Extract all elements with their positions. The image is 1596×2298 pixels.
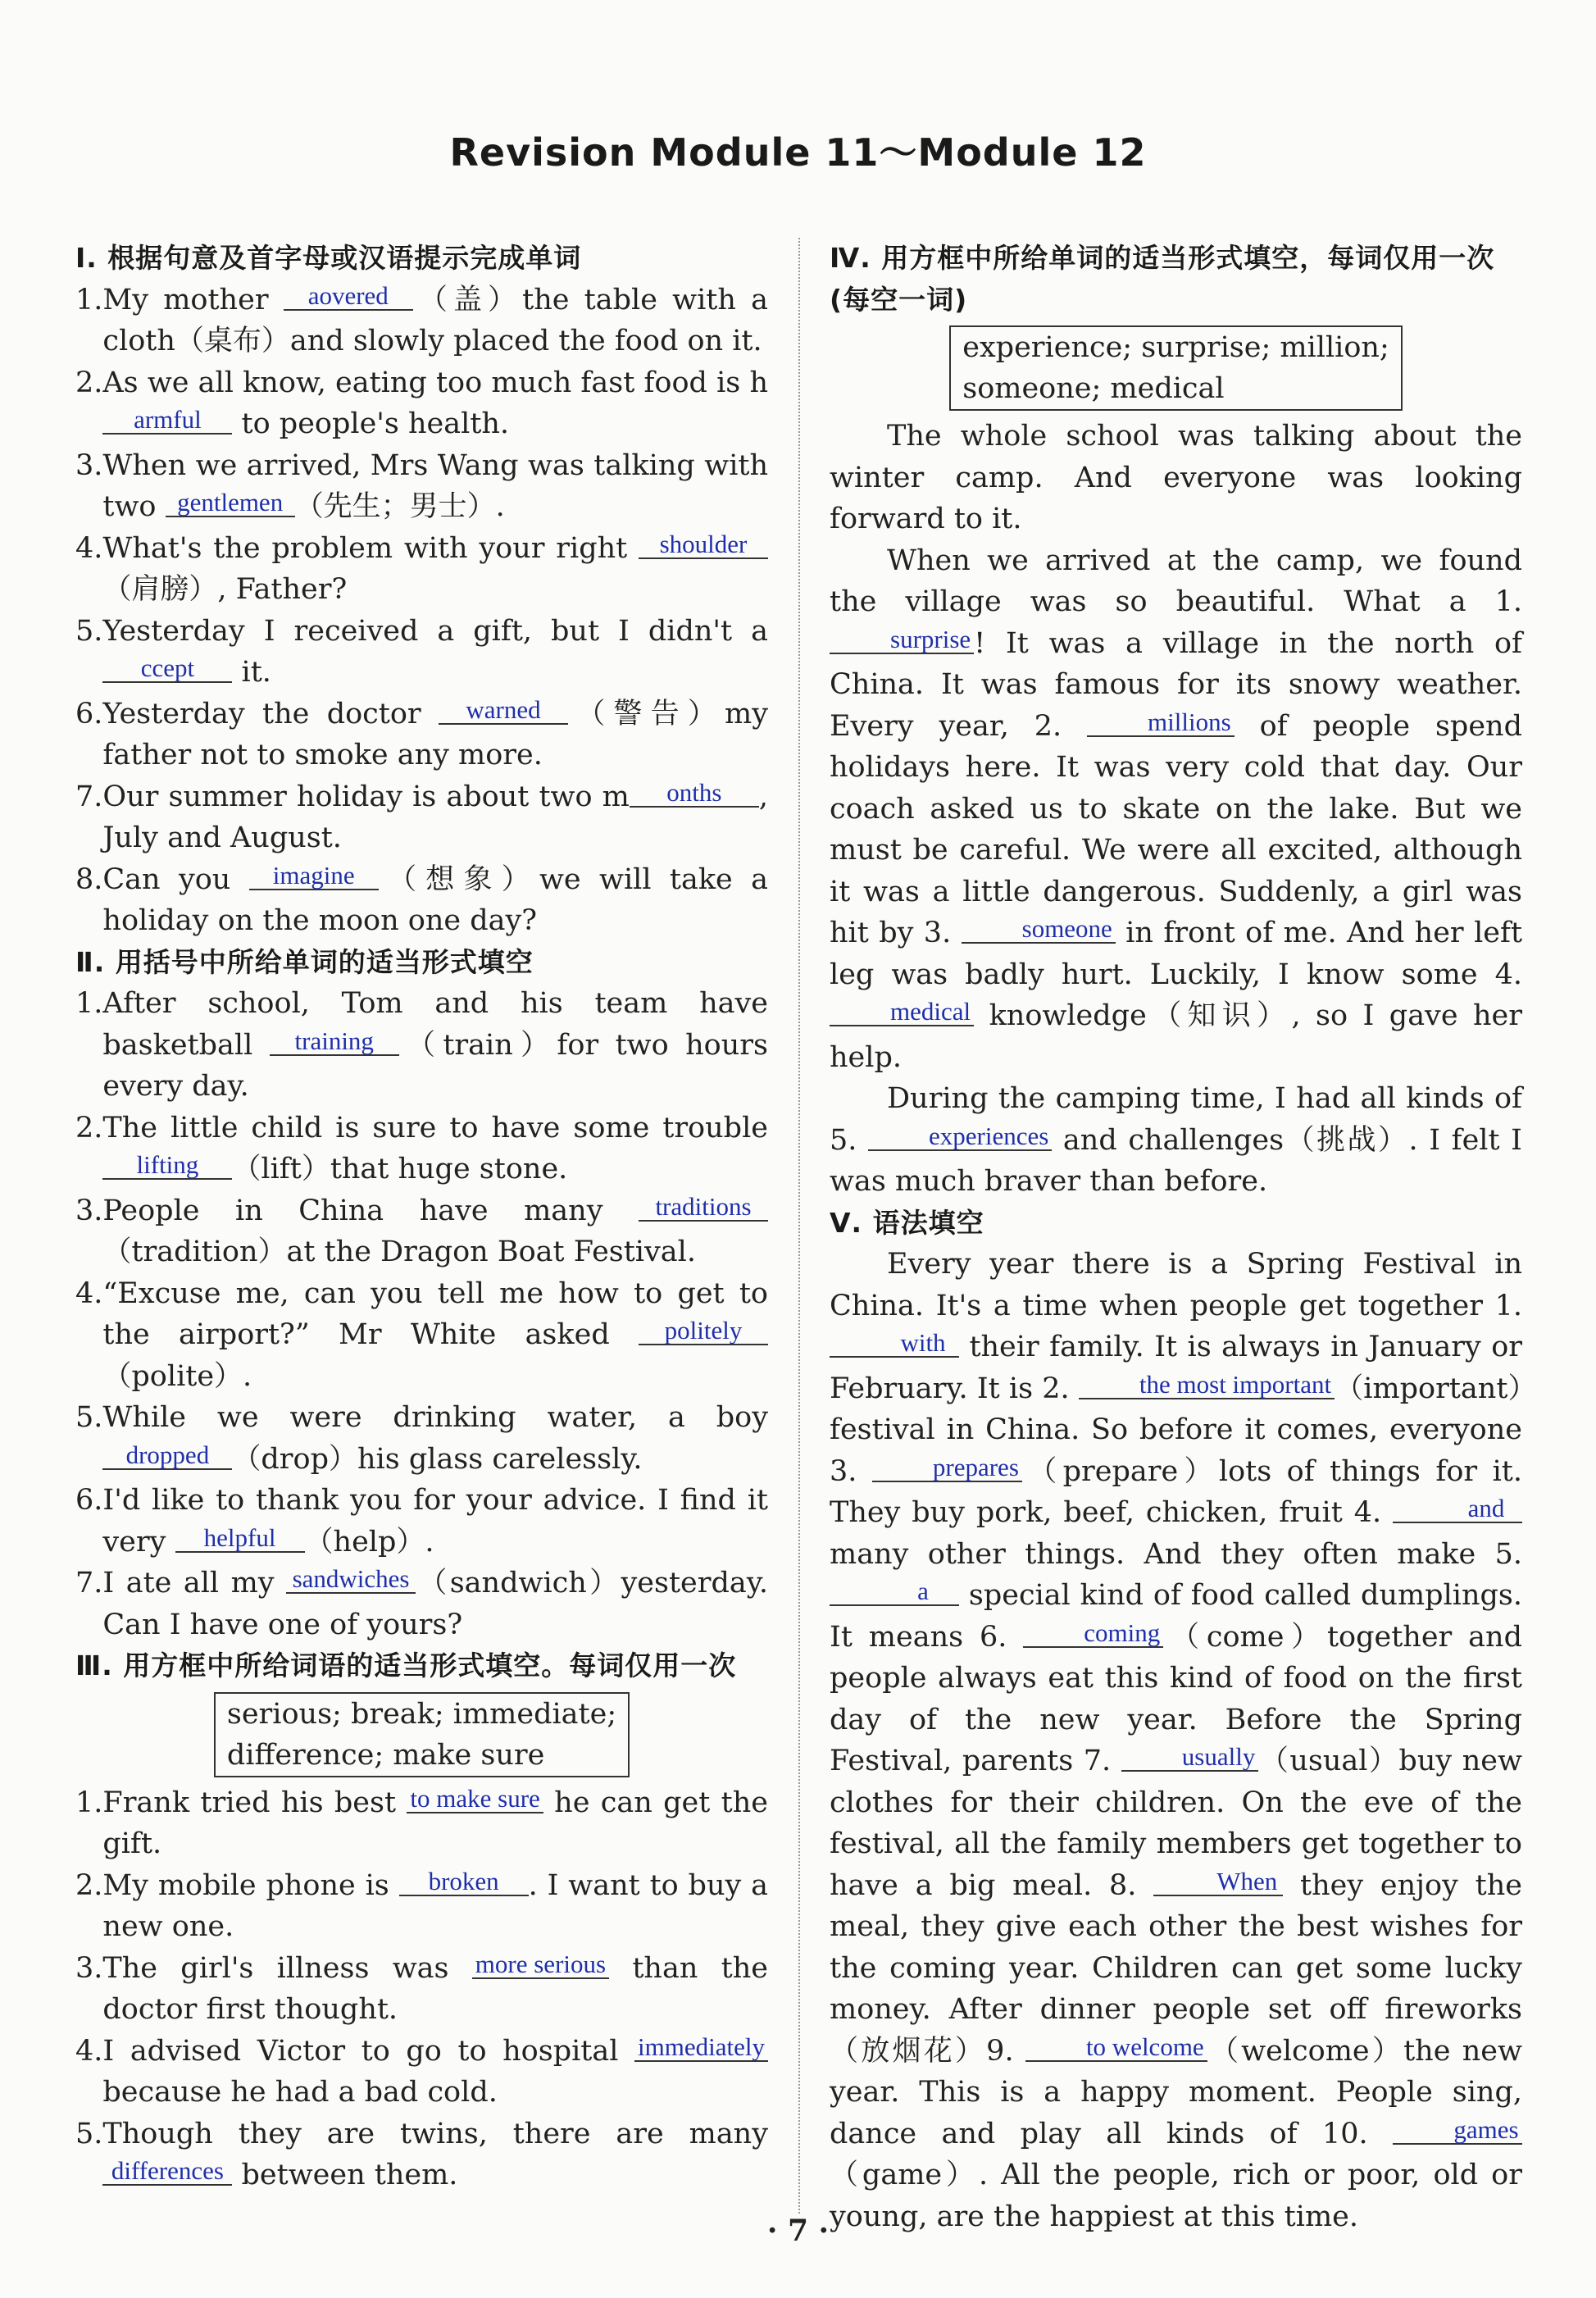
- sec1-item-4: [75, 528, 768, 611]
- answer-text: politely: [664, 1316, 743, 1345]
- answer-text: games: [1453, 2114, 1519, 2144]
- passage-text: （welcome）the new year. This is a happy moment. People sing, dance and play all kinds of 10.: [830, 2034, 1522, 2150]
- item-text: （肩膀）, Father?: [102, 573, 348, 606]
- answer-text: prepares: [932, 1452, 1019, 1481]
- item-number: 3.: [75, 1951, 103, 1985]
- answer-text: a: [917, 1577, 929, 1605]
- answer-blank[interactable]: [634, 2033, 768, 2062]
- item-number: 3.: [75, 1194, 103, 1227]
- item-number: 1.: [75, 283, 103, 316]
- item-text: Frank tried his best: [102, 1786, 407, 1819]
- item-number: 6.: [75, 1484, 103, 1517]
- answer-blank[interactable]: [284, 282, 413, 311]
- section-3-list: [75, 1782, 768, 2196]
- answer-text: lifting: [136, 1150, 199, 1179]
- item-number: 5.: [75, 1401, 103, 1434]
- answer-text: coming: [1084, 1618, 1161, 1647]
- left-column: [75, 238, 768, 2196]
- answer-blank[interactable]: [639, 530, 768, 559]
- item-number: 4.: [75, 2034, 103, 2068]
- answer-blank[interactable]: [1153, 1868, 1283, 1896]
- item-text: , July and August.: [102, 780, 768, 854]
- answer-text: armful: [134, 405, 202, 434]
- answer-text: usually: [1181, 1742, 1256, 1771]
- item-text: . I want to buy a new one.: [102, 1868, 768, 1943]
- answer-blank[interactable]: [102, 2157, 232, 2186]
- answer-blank[interactable]: [1079, 1371, 1335, 1399]
- answer-text: medical: [890, 997, 971, 1026]
- answer-text: to make sure: [410, 1783, 540, 1813]
- item-text: （tradition）at the Dragon Boat Festival.: [102, 1235, 696, 1268]
- passage-text: their family. It is always in January or February. It is 2.: [830, 1331, 1522, 1405]
- item-text: than the doctor first thought.: [102, 1951, 768, 2026]
- answer-text: immediately: [638, 2032, 765, 2061]
- answer-text: someone: [1021, 914, 1112, 943]
- item-text: （drop）his glass carelessly.: [232, 1442, 643, 1476]
- item-text: he can get the gift.: [102, 1786, 768, 1860]
- right-column: [830, 238, 1522, 2237]
- passage-text: they enjoy the meal, they give each other the best wishes for the coming year. Children can get some lucky money. After dinner people set off fireworks（放烟花）9.: [830, 1868, 1522, 2068]
- sec3-item-2: [75, 1865, 768, 1948]
- answer-blank[interactable]: [639, 1193, 768, 1222]
- item-text: to people's health.: [232, 407, 510, 440]
- passage-text: （game）. All the people, rich or poor, old or young, are the happiest at this time.: [830, 2159, 1522, 2233]
- sec2-item-2: [75, 1108, 768, 1190]
- page-number: · 7 ·: [766, 2214, 830, 2248]
- answer-blank[interactable]: [1393, 2116, 1522, 2145]
- item-number: 8.: [75, 862, 103, 896]
- item-text: “Excuse me, can you tell me how to get to the airport?” Mr White asked: [102, 1276, 768, 1351]
- item-text: （警告）my father not to smoke any more.: [102, 697, 769, 771]
- passage-paragraph: [830, 1078, 1522, 1203]
- answer-text: millions: [1148, 707, 1231, 736]
- sec3-item-3: [75, 1948, 768, 2031]
- sec1-item-6: [75, 694, 768, 776]
- answer-blank[interactable]: [830, 626, 974, 654]
- passage-text: of people spend holidays here. It was very cold that day. Our coach asked us to skate on the lake. But we must be careful. We were all excited, although it was a little dangerous. Suddenly, a girl was hit by 3.: [830, 709, 1522, 949]
- section-1-list: [75, 280, 768, 942]
- sec2-item-6: [75, 1480, 768, 1563]
- answer-blank[interactable]: [1023, 1619, 1163, 1648]
- answer-blank[interactable]: [1393, 1495, 1522, 1523]
- passage-text: knowledge（知识）, so I gave her help.: [830, 999, 1522, 1074]
- sec1-item-5: [75, 611, 768, 694]
- passage-text: ! It was a village in the north of China. It was famous for its snowy weather. Every year, 2.: [830, 626, 1522, 743]
- answer-blank[interactable]: [175, 1524, 305, 1553]
- item-text: What's the problem with your right: [102, 531, 639, 565]
- answer-blank[interactable]: [830, 1577, 959, 1606]
- answer-text: onths: [666, 777, 722, 807]
- passage-text: （usual）buy new clothes for their children. On the eve of the festival, all the family members get together to have a big meal. 8.: [830, 1745, 1522, 1902]
- answer-blank[interactable]: [962, 915, 1116, 944]
- answer-text: traditions: [655, 1191, 752, 1221]
- passage-paragraph: [830, 540, 1522, 1079]
- item-text: Though they are twins, there are many: [102, 2117, 768, 2150]
- sec2-item-4: [75, 1273, 768, 1398]
- answer-blank[interactable]: [872, 1454, 1022, 1482]
- sec3-item-1: [75, 1782, 768, 1865]
- item-number: 2.: [75, 1111, 103, 1144]
- answer-blank[interactable]: [270, 1027, 399, 1056]
- item-text: （想象）we will take a holiday on the moon one day?: [102, 862, 769, 937]
- item-number: 1.: [75, 1786, 103, 1819]
- item-number: 1.: [75, 987, 103, 1020]
- word-box: [214, 1692, 630, 1777]
- item-text: I'd like to thank you for your advice. I find it very: [102, 1484, 768, 1559]
- word-box-line: difference; make sure: [226, 1738, 545, 1772]
- item-text: I ate all my: [102, 1567, 287, 1599]
- item-text: Yesterday I received a gift, but I didn't a: [102, 614, 768, 648]
- answer-text: training: [294, 1026, 374, 1055]
- page-title: Revision Module 11～Module 12: [449, 130, 1147, 175]
- answer-text: ccept: [140, 653, 195, 682]
- answer-text: aovered: [307, 280, 389, 310]
- sec3-item-5: [75, 2114, 768, 2196]
- section-1-heading: Ⅰ. 根据句意及首字母或汉语提示完成单词: [75, 242, 582, 274]
- answer-text: sandwiches: [292, 1564, 410, 1593]
- item-text: it.: [232, 656, 271, 689]
- answer-blank[interactable]: [439, 696, 568, 725]
- item-text: （train）for two hours every day.: [102, 1028, 768, 1103]
- answer-text: differences: [111, 2156, 224, 2185]
- sec1-item-3: [75, 445, 768, 528]
- item-text: between them.: [232, 2159, 458, 2191]
- item-number: 6.: [75, 697, 103, 730]
- answer-blank[interactable]: [102, 1151, 232, 1180]
- answer-blank[interactable]: [249, 862, 379, 890]
- answer-blank[interactable]: [286, 1565, 416, 1594]
- passage-text: and challenges（挑战）. I felt I was much braver than before.: [830, 1123, 1523, 1198]
- item-text: Our summer holiday is about two m: [102, 780, 630, 813]
- answer-blank[interactable]: [407, 1785, 543, 1813]
- word-box: [949, 325, 1403, 411]
- item-text: Yesterday the doctor: [102, 697, 439, 730]
- answer-blank[interactable]: [1121, 1743, 1259, 1772]
- passage-paragraph: [830, 1244, 1522, 2237]
- section-2-list: [75, 983, 768, 1645]
- passage-text: many other things. And they often make 5.: [830, 1537, 1522, 1571]
- item-text: I advised Victor to go to hospital: [102, 2034, 635, 2068]
- answer-text: imagine: [272, 860, 355, 890]
- passage-text: （prepare）lots of things for it. They buy pork, beef, chicken, fruit 4.: [830, 1454, 1522, 1529]
- answer-blank[interactable]: [102, 654, 232, 683]
- answer-blank[interactable]: [399, 1868, 529, 1896]
- answer-text: and: [1467, 1494, 1505, 1522]
- item-text: The little child is sure to have some trouble: [102, 1111, 768, 1144]
- passage-text: Every year there is a Spring Festival in China. It's a time when people get together 1.: [830, 1248, 1522, 1322]
- answer-text: to welcome: [1085, 2032, 1204, 2061]
- answer-blank[interactable]: [102, 1441, 232, 1470]
- passage-text: （important）festival in China. So before it comes, everyone 3.: [830, 1372, 1522, 1488]
- item-number: 5.: [75, 2117, 103, 2150]
- item-number: 7.: [75, 780, 103, 813]
- item-number: 5.: [75, 614, 103, 648]
- item-text: Can you: [102, 862, 249, 896]
- item-number: 4.: [75, 1276, 103, 1310]
- item-number: 2.: [75, 1868, 103, 1902]
- sec2-item-3: [75, 1190, 768, 1273]
- answer-text: with: [900, 1328, 946, 1357]
- answer-blank[interactable]: [166, 489, 295, 517]
- section-2-heading: Ⅱ. 用括号中所给单词的适当形式填空: [75, 945, 534, 978]
- item-number: 7.: [75, 1567, 103, 1599]
- passage-text: During the camping time, I had all kinds of 5.: [830, 1082, 1522, 1157]
- sec2-item-5: [75, 1397, 768, 1480]
- answer-text: dropped: [125, 1440, 210, 1469]
- answer-blank[interactable]: [868, 1122, 1052, 1151]
- answer-text: the most important: [1139, 1369, 1332, 1399]
- answer-text: When: [1216, 1866, 1278, 1895]
- sec3-item-4: [75, 2031, 768, 2114]
- item-text: When we arrived, Mrs Wang was talking with two: [102, 448, 768, 523]
- word-box-line: serious; break; immediate;: [226, 1697, 617, 1731]
- answer-blank[interactable]: [1087, 708, 1235, 737]
- passage-paragraph: The whole school was talking about the winter camp. And everyone was looking forward to it.: [830, 420, 1522, 535]
- item-text: （lift）that huge stone.: [232, 1153, 568, 1185]
- item-number: 3.: [75, 448, 103, 482]
- item-text: As we all know, eating too much fast food is h: [102, 366, 768, 399]
- item-number: 2.: [75, 366, 103, 399]
- sec1-item-2: [75, 362, 768, 445]
- item-text: My mobile phone is: [102, 1868, 399, 1902]
- answer-text: experiences: [929, 1121, 1049, 1150]
- sec1-item-1: [75, 280, 768, 362]
- section-5-heading: Ⅴ. 语法填空: [830, 1206, 984, 1239]
- sec2-item-1: [75, 983, 768, 1108]
- item-text: （盖）the table with a cloth（桌布）and slowly placed the food on it.: [102, 283, 768, 357]
- sec1-item-8: [75, 859, 768, 942]
- answer-blank[interactable]: [1025, 2033, 1207, 2062]
- answer-text: shoulder: [659, 529, 748, 558]
- passage-text: special kind of food called dumplings. It means 6.: [830, 1579, 1522, 1654]
- answer-text: gentlemen: [177, 488, 284, 516]
- passage-text: When we arrived at the camp, we found the village was so beautiful. What a 1.: [830, 544, 1522, 618]
- sec2-item-7: [75, 1563, 768, 1645]
- item-text: （polite）.: [102, 1359, 252, 1393]
- answer-blank[interactable]: [102, 406, 232, 435]
- answer-text: helpful: [203, 1522, 276, 1552]
- item-text: After school, Tom and his team have basketball: [102, 987, 768, 1062]
- answer-blank[interactable]: [830, 1329, 959, 1358]
- column-divider: [798, 238, 800, 2214]
- answer-blank[interactable]: [830, 998, 974, 1026]
- item-text: While we were drinking water, a boy: [102, 1401, 768, 1434]
- answer-blank[interactable]: [472, 1950, 609, 1979]
- item-text: People in China have many: [102, 1194, 639, 1227]
- item-text: （help）.: [304, 1525, 434, 1559]
- section-4-heading: Ⅳ. 用方框中所给单词的适当形式填空，每词仅用一次(每空一词): [830, 242, 1495, 316]
- passage-text: in front of me. And her left leg was badly hurt. Luckily, I know some 4.: [830, 917, 1523, 991]
- section-3-heading: Ⅲ. 用方框中所给词语的适当形式填空。每词仅用一次: [75, 1650, 737, 1681]
- answer-text: warned: [466, 694, 541, 724]
- word-box-line: experience; surprise; million;: [962, 331, 1389, 364]
- answer-text: more serious: [475, 1949, 607, 1978]
- item-text: （先生；男士）.: [294, 490, 505, 523]
- answer-text: broken: [428, 1866, 499, 1895]
- sec1-item-7: [75, 776, 768, 859]
- answer-blank[interactable]: [630, 779, 759, 808]
- item-text: My mother: [102, 283, 284, 316]
- item-number: 4.: [75, 531, 103, 565]
- item-text: The girl's illness was: [102, 1951, 472, 1985]
- word-box-line: someone; medical: [962, 372, 1225, 405]
- item-text: （sandwich）yesterday. Can I have one of yours?: [102, 1567, 768, 1641]
- answer-blank[interactable]: [639, 1317, 768, 1345]
- answer-text: surprise: [890, 624, 971, 653]
- item-text: because he had a bad cold.: [102, 2076, 498, 2109]
- passage-text: （come）together and people always eat this kind of food on the first day of the new year. Before the Spring Festival, parents 7.: [830, 1620, 1522, 1777]
